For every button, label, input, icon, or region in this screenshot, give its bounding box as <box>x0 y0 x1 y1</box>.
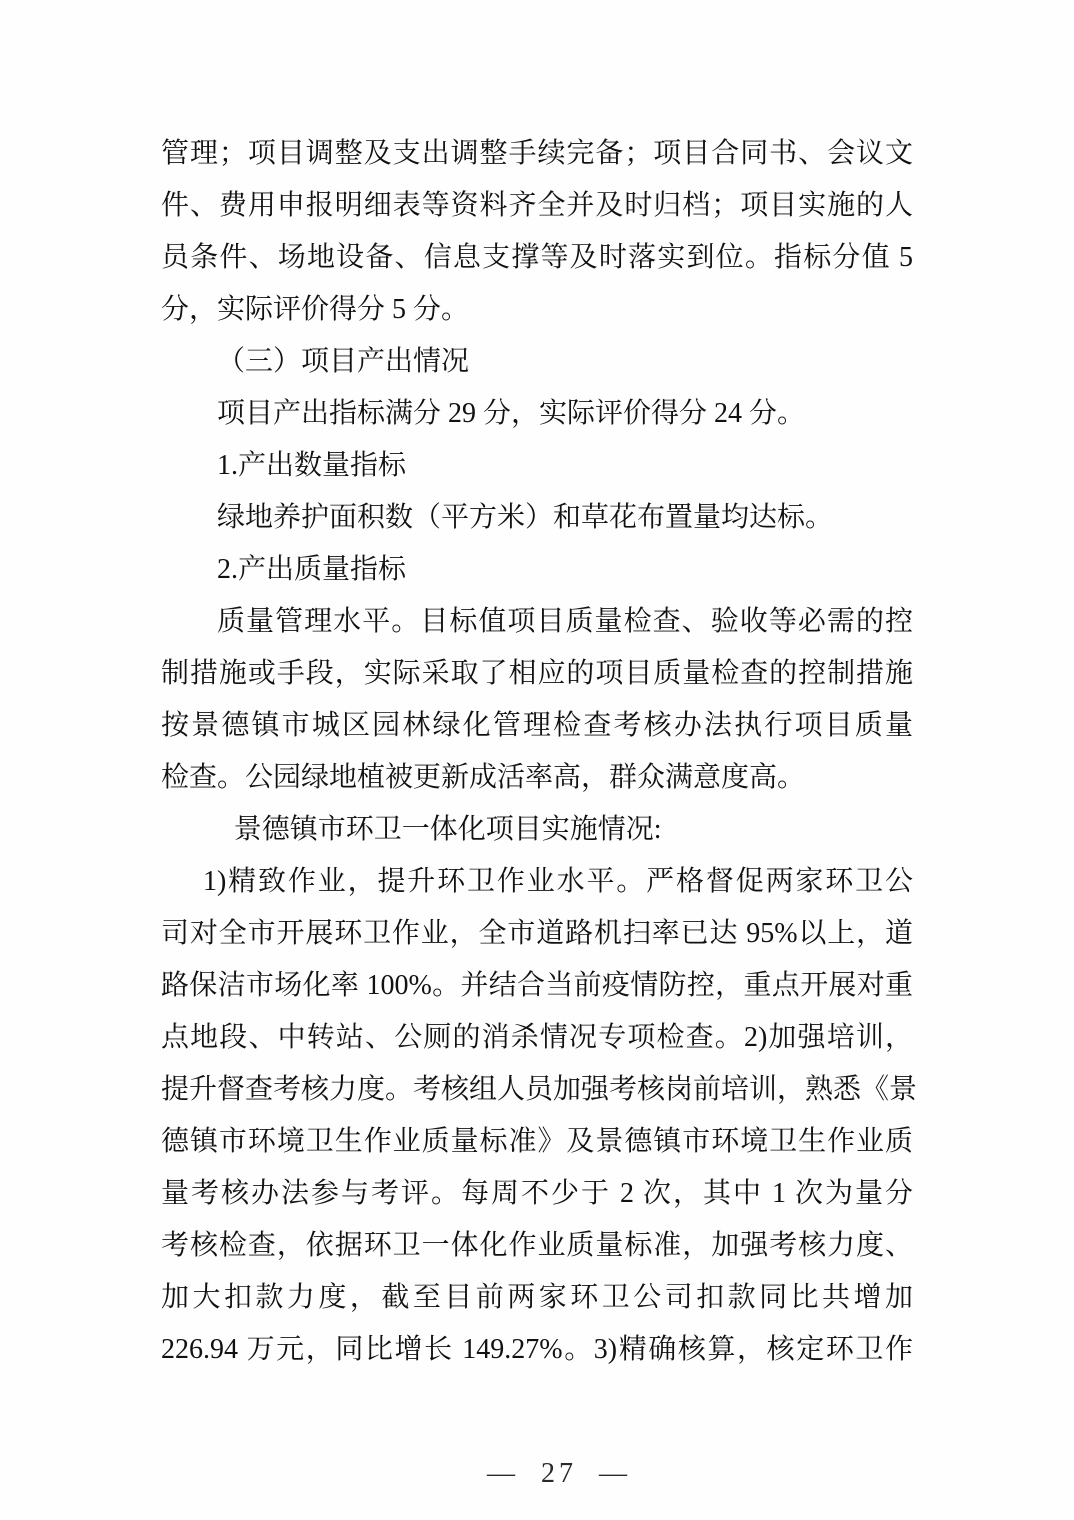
text-line: 点地段、中转站、公厕的消杀情况专项检查。2)加强培训， <box>161 1022 913 1053</box>
text-line: 质量管理水平。目标值项目质量检查、验收等必需的控 <box>217 606 913 637</box>
document-body <box>161 128 918 1376</box>
text-line: 226.94 万元，同比增长 149.27%。3)精确核算，核定环卫作 <box>161 1334 913 1365</box>
page-footer <box>0 1408 1074 1489</box>
text-line: 检查。公园绿地植被更新成活率高，群众满意度高。 <box>161 762 806 793</box>
text-line: 制措施或手段，实际采取了相应的项目质量检查的控制措施 <box>161 658 913 689</box>
text-line: 2.产出质量指标 <box>217 554 407 585</box>
text-line: 路保洁市场化率 100%。并结合当前疫情防控，重点开展对重 <box>161 970 913 1001</box>
text-line: 按景德镇市城区园林绿化管理检查考核办法执行项目质量 <box>161 710 913 741</box>
text-line: 德镇市环境卫生作业质量标准》及景德镇市环境卫生作业质 <box>161 1126 913 1157</box>
text-line: 1.产出数量指标 <box>217 450 407 481</box>
text-line: 绿地养护面积数（平方米）和草花布置量均达标。 <box>217 502 834 533</box>
page-number: — 27 — <box>487 1458 631 1489</box>
text-line: （三）项目产出情况 <box>217 346 470 377</box>
text-line: 项目产出指标满分 29 分，实际评价得分 24 分。 <box>217 398 806 429</box>
text-line: 考核检查，依据环卫一体化作业质量标准，加强考核力度、 <box>161 1230 913 1261</box>
text-line: 分，实际评价得分 5 分。 <box>161 294 470 325</box>
text-line: 加大扣款力度，截至目前两家环卫公司扣款同比共增加 <box>161 1282 913 1313</box>
text-line: 管理；项目调整及支出调整手续完备；项目合同书、会议文 <box>161 138 913 169</box>
text-line: 员条件、场地设备、信息支撑等及时落实到位。指标分值 5 <box>161 242 913 273</box>
text-line: 提升督查考核力度。考核组人员加强考核岗前培训，熟悉《景 <box>161 1074 918 1105</box>
text-line: 司对全市开展环卫作业，全市道路机扫率已达 95%以上，道 <box>161 918 913 949</box>
text-line: 景德镇市环卫一体化项目实施情况: <box>233 814 662 845</box>
text-line: 量考核办法参与考评。每周不少于 2 次，其中 1 次为量分 <box>161 1178 913 1209</box>
text-line: 件、费用申报明细表等资料齐全并及时归档；项目实施的人 <box>161 190 913 221</box>
text-line: 1)精致作业，提升环卫作业水平。严格督促两家环卫公 <box>203 866 913 897</box>
